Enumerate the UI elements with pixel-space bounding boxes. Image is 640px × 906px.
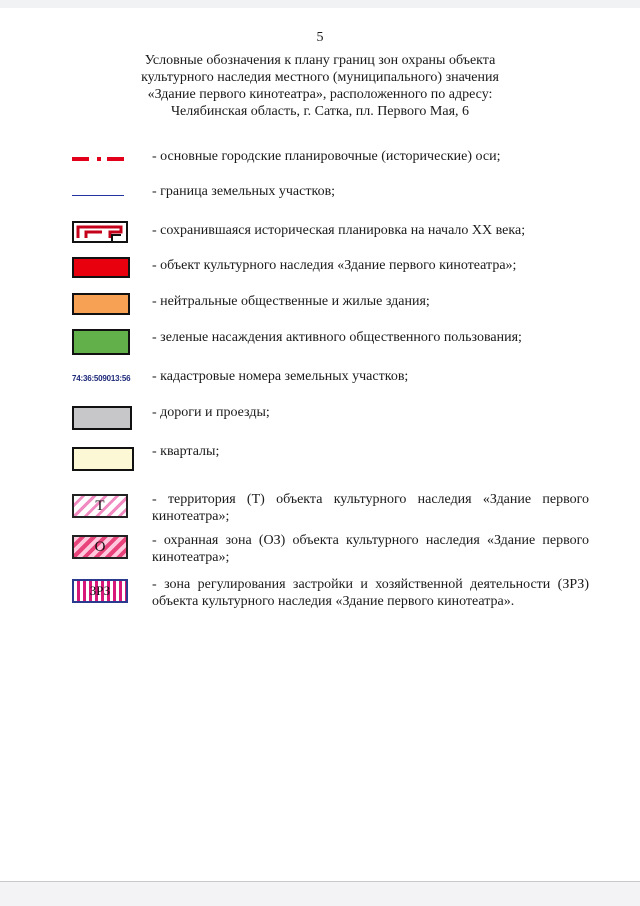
legend-text: - кадастровые номера земельных участков; <box>152 369 409 384</box>
legend-text: - зона регулирования застройки и хозяйственной деятельности (ЗРЗ) объекта культурного наследия «Здание первого кинотеатра». <box>152 577 589 609</box>
scan-bottom-edge <box>0 881 640 906</box>
legend-text: - зеленые насаждения активного общественного пользования; <box>152 330 522 345</box>
zone-zrz-label: ЗРЗ <box>89 583 111 598</box>
title-line: Челябинская область, г. Сатка, пл. Первого Мая, 6 <box>170 104 470 119</box>
legend-text: - граница земельных участков; <box>152 184 336 199</box>
title-line: Условные обозначения к плану границ зон охраны объекта <box>144 53 496 68</box>
zone-t-label: Т <box>95 497 105 514</box>
cadastral-sample: 74:36:509013:56 <box>72 374 131 383</box>
page-number: 5 <box>316 30 324 45</box>
legend-text: - кварталы; <box>152 444 220 459</box>
legend-text: - нейтральные общественные и жилые здания; <box>152 294 430 309</box>
title-line: «Здание первого кинотеатра», расположенного по адресу: <box>147 87 493 102</box>
legend-text: - дороги и проезды; <box>152 405 270 420</box>
legend-text: - территория (Т) объекта культурного наследия «Здание первого кинотеатра»; <box>152 492 589 524</box>
legend-text: - основные городские планировочные (исторические) оси; <box>152 149 501 164</box>
legend-text: - сохранившаяся историческая планировка на начало XX века; <box>152 223 526 238</box>
legend-text: - охранная зона (ОЗ) объекта культурного наследия «Здание первого кинотеатра»; <box>152 533 589 565</box>
document-title <box>110 52 530 120</box>
zone-oz-label: О <box>94 538 106 555</box>
title-line: культурного наследия местного (муниципального) значения <box>141 70 499 85</box>
legend-text: - объект культурного наследия «Здание первого кинотеатра»; <box>152 258 517 273</box>
scan-top-edge <box>0 0 640 8</box>
